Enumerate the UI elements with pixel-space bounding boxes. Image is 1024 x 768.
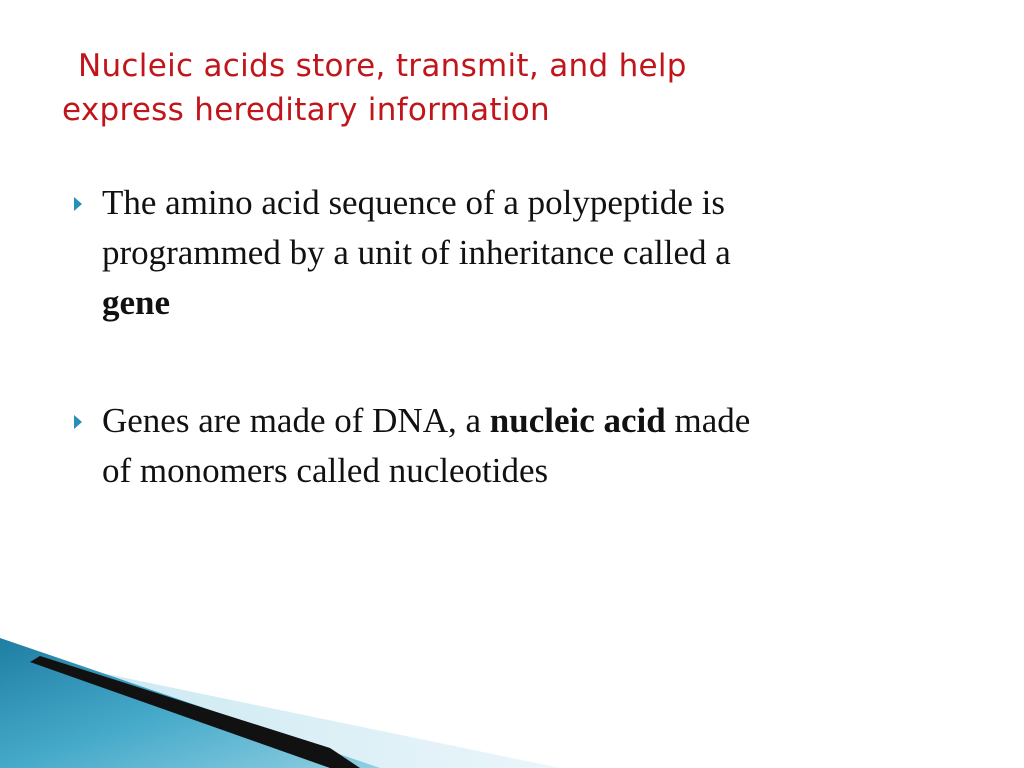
triangle-right-icon xyxy=(74,197,82,211)
bullet-item-nucleic-acid xyxy=(60,396,960,496)
triangle-right-icon xyxy=(74,415,82,429)
bullet-text-line xyxy=(102,396,960,446)
bullet-text-line: The amino acid sequence of a polypeptide is xyxy=(102,183,725,222)
slide-title xyxy=(62,44,962,132)
bullet-text-line: programmed by a unit of inheritance called a xyxy=(102,233,731,272)
slide-title-line-1: Nucleic acids store, transmit, and help xyxy=(78,48,687,84)
bullet-text-line: of monomers called nucleotides xyxy=(102,451,549,490)
bullet-keyword-gene: gene xyxy=(102,283,171,322)
slide-title-line-2: express hereditary information xyxy=(62,92,551,128)
bullet-item-gene xyxy=(60,178,960,328)
corner-decoration xyxy=(0,638,1024,768)
bullet-text-segment: Genes are made of DNA, a xyxy=(102,401,490,440)
bullet-list xyxy=(60,178,960,496)
bullet-keyword-nucleic-acid: nucleic acid xyxy=(489,401,666,440)
bullet-text-segment: made xyxy=(665,401,751,440)
